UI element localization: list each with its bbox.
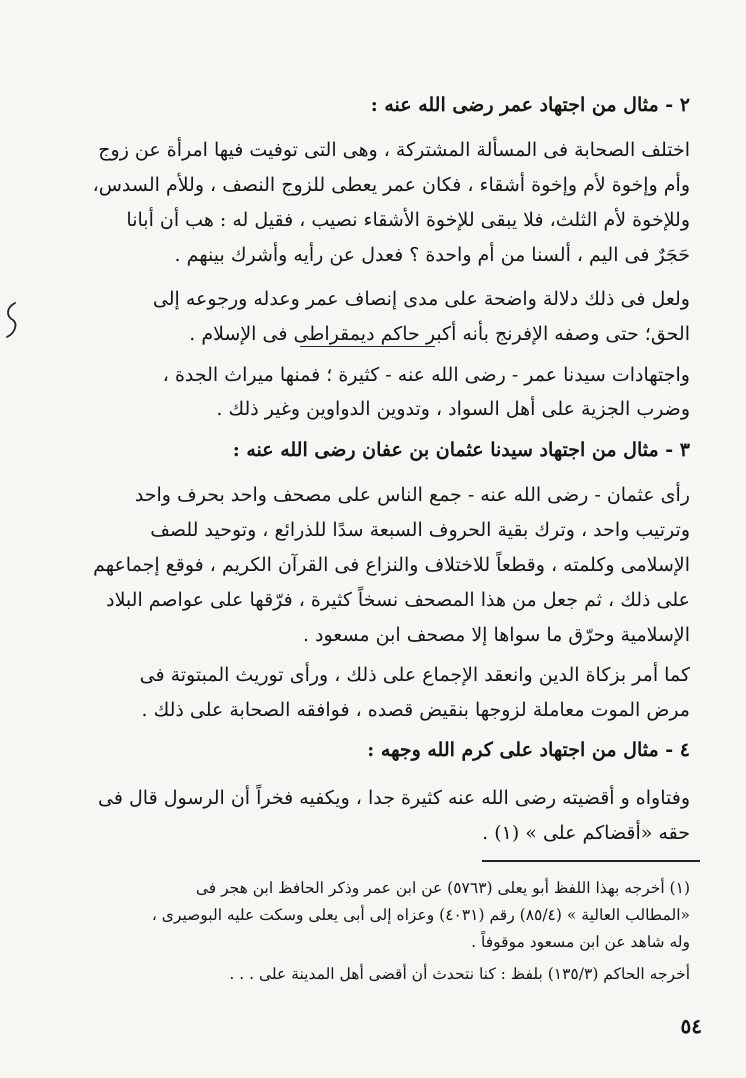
handwritten-margin-mark: [2, 300, 20, 340]
paragraph-line: رأى عثمان - رضى الله عنه - جمع الناس على مصحف واحد بحرف واحد: [134, 484, 690, 506]
paragraph-line: حَجَرٌ فى اليم ، ألسنا من أم واحدة ؟ فعدل عن رأيه وأشرك بينهم .: [174, 244, 690, 266]
paragraph-line: كما أمر بزكاة الدين وانعقد الإجماع على ذلك ، ورأى توريث المبتوتة فى: [139, 664, 690, 686]
paragraph-line: اختلف الصحابة فى المسألة المشتركة ، وهى التى توفيت فيها امرأة عن زوج: [98, 139, 690, 161]
section-heading-umar: ٢ - مثال من اجتهاد عمر رضى الله عنه :: [370, 94, 690, 116]
handwritten-underline: [300, 346, 435, 347]
footnote-line: أخرجه الحاكم (١٣٥/٣) بلفظ : كنا نتحدث أن أقضى أهل المدينة على . . .: [229, 965, 690, 983]
section-heading-ali: ٤ - مثال من اجتهاد على كرم الله وجهه :: [367, 739, 690, 761]
paragraph-line: وللإخوة لأم الثلث، فلا يبقى للإخوة الأشقاء نصيب ، فقيل له : هب أن أبانا: [126, 209, 690, 231]
paragraph-line: على ذلك ، ثم جعل من هذا المصحف نسخاً كثيرة ، فرّقها على عواصم البلاد: [106, 589, 690, 611]
paragraph-line: ولعل فى ذلك دلالة واضحة على مدى إنصاف عمر وعدله ورجوعه إلى: [152, 288, 690, 310]
paragraph-line: الإسلامية وحرّق ما سواها إلا مصحف ابن مسعود .: [302, 624, 690, 646]
paragraph-line: مرض الموت معاملة لزوجها بنقيض قصده ، فوافقه الصحابة على ذلك .: [141, 699, 690, 721]
paragraph-line: الإسلامى وكلمته ، وقطعاً للاختلاف والنزاع فى القرآن الكريم ، فوقع إجماعهم: [93, 554, 690, 576]
paragraph-line: وترتيب واحد ، وترك بقية الحروف السبعة سدًا للذرائع ، وتوحيد للصف: [150, 519, 690, 541]
paragraph-line: وضرب الجزية على أهل السواد ، وتدوين الدواوين وغير ذلك .: [216, 398, 690, 420]
page-number: ٥٤: [680, 1014, 702, 1038]
paragraph-line: وفتاواه و أقضيته رضى الله عنه كثيرة جدا ، ويكفيه فخراً أن الرسول قال فى: [98, 787, 690, 809]
footnote-line: (١) أخرجه بهذا اللفظ أبو يعلى (٥٧٦٣) عن ابن عمر وذكر الحافظ ابن هجر فى: [195, 879, 690, 897]
paragraph-line: حقه «أقضاكم على » (١) .: [482, 822, 690, 844]
section-heading-uthman: ٣ - مثال من اجتهاد سيدنا عثمان بن عفان رضى الله عنه :: [232, 439, 690, 461]
paragraph-line: واجتهادات سيدنا عمر - رضى الله عنه - كثيرة ؛ فمنها ميراث الجدة ،: [162, 364, 690, 386]
footnote-line: «المطالب العالية » (٨٥/٤) رقم (٤٠٣١) وعزاه إلى أبى يعلى وسكت عليه البوصيرى ،: [151, 906, 690, 924]
footnote-separator: [482, 860, 700, 862]
footnote-line: وله شاهد عن ابن مسعود موقوفاً .: [471, 933, 690, 951]
paragraph-line: وأم وإخوة لأم وإخوة أشقاء ، فكان عمر يعطى للزوج النصف ، وللأم السدس،: [92, 174, 690, 196]
paragraph-line: الحق؛ حتى وصفه الإفرنج بأنه أكبر حاكم ديمقراطى فى الإسلام .: [189, 323, 690, 345]
